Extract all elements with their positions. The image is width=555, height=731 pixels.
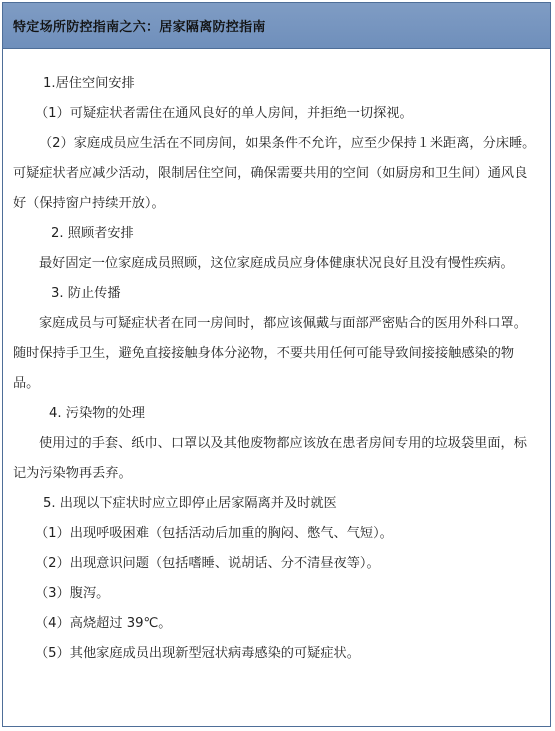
section-5-item-3: （3）腹泻。 — [35, 586, 110, 601]
section-5-item-1: （1）出现呼吸困难（包括活动后加重的胸闷、憋气、气短）。 — [35, 526, 393, 541]
section-1-paragraph-1: （1）可疑症状者需住在通风良好的单人房间，并拒绝一切探视。 — [35, 106, 413, 121]
header-bar — [3, 3, 550, 49]
section-3-paragraph-1: 家庭成员与可疑症状者在同一房间时，都应该佩戴与面部严密贴合的医用外科口罩。随时保持手卫生，避免直接接触身体分泌物，不要共用任何可能导致间接接触感染的物品。 — [13, 316, 527, 391]
section-4-title: 4. 污染物的处理 — [49, 406, 145, 421]
guide-content — [3, 49, 550, 669]
section-2-title: 2. 照顾者安排 — [51, 226, 134, 241]
section-1-title: 1.居住空间安排 — [43, 76, 135, 91]
section-2-paragraph-1: 最好固定一位家庭成员照顾，这位家庭成员应身体健康状况良好且没有慢性疾病。 — [39, 256, 514, 271]
guide-card — [2, 2, 551, 727]
section-5-title: 5. 出现以下症状时应立即停止居家隔离并及时就医 — [43, 496, 337, 511]
section-5-item-4: （4）高烧超过 39℃。 — [35, 616, 172, 631]
section-4-paragraph-1: 使用过的手套、纸巾、口罩以及其他废物都应该放在患者房间专用的垃圾袋里面，标记为污染物再丢弃。 — [13, 436, 527, 481]
page-title: 特定场所防控指南之六：居家隔离防控指南 — [13, 20, 266, 35]
section-5-item-5: （5）其他家庭成员出现新型冠状病毒感染的可疑症状。 — [35, 646, 360, 661]
section-3-title: 3. 防止传播 — [51, 286, 121, 301]
section-1-paragraph-2: （2）家庭成员应生活在不同房间，如果条件不允许，应至少保持１米距离，分床睡。可疑症状者应减少活动，限制居住空间，确保需要共用的空间（如厨房和卫生间）通风良好（保持窗户持续开放）。 — [13, 136, 536, 211]
section-5-item-2: （2）出现意识问题（包括嗜睡、说胡话、分不清昼夜等）。 — [35, 556, 380, 571]
